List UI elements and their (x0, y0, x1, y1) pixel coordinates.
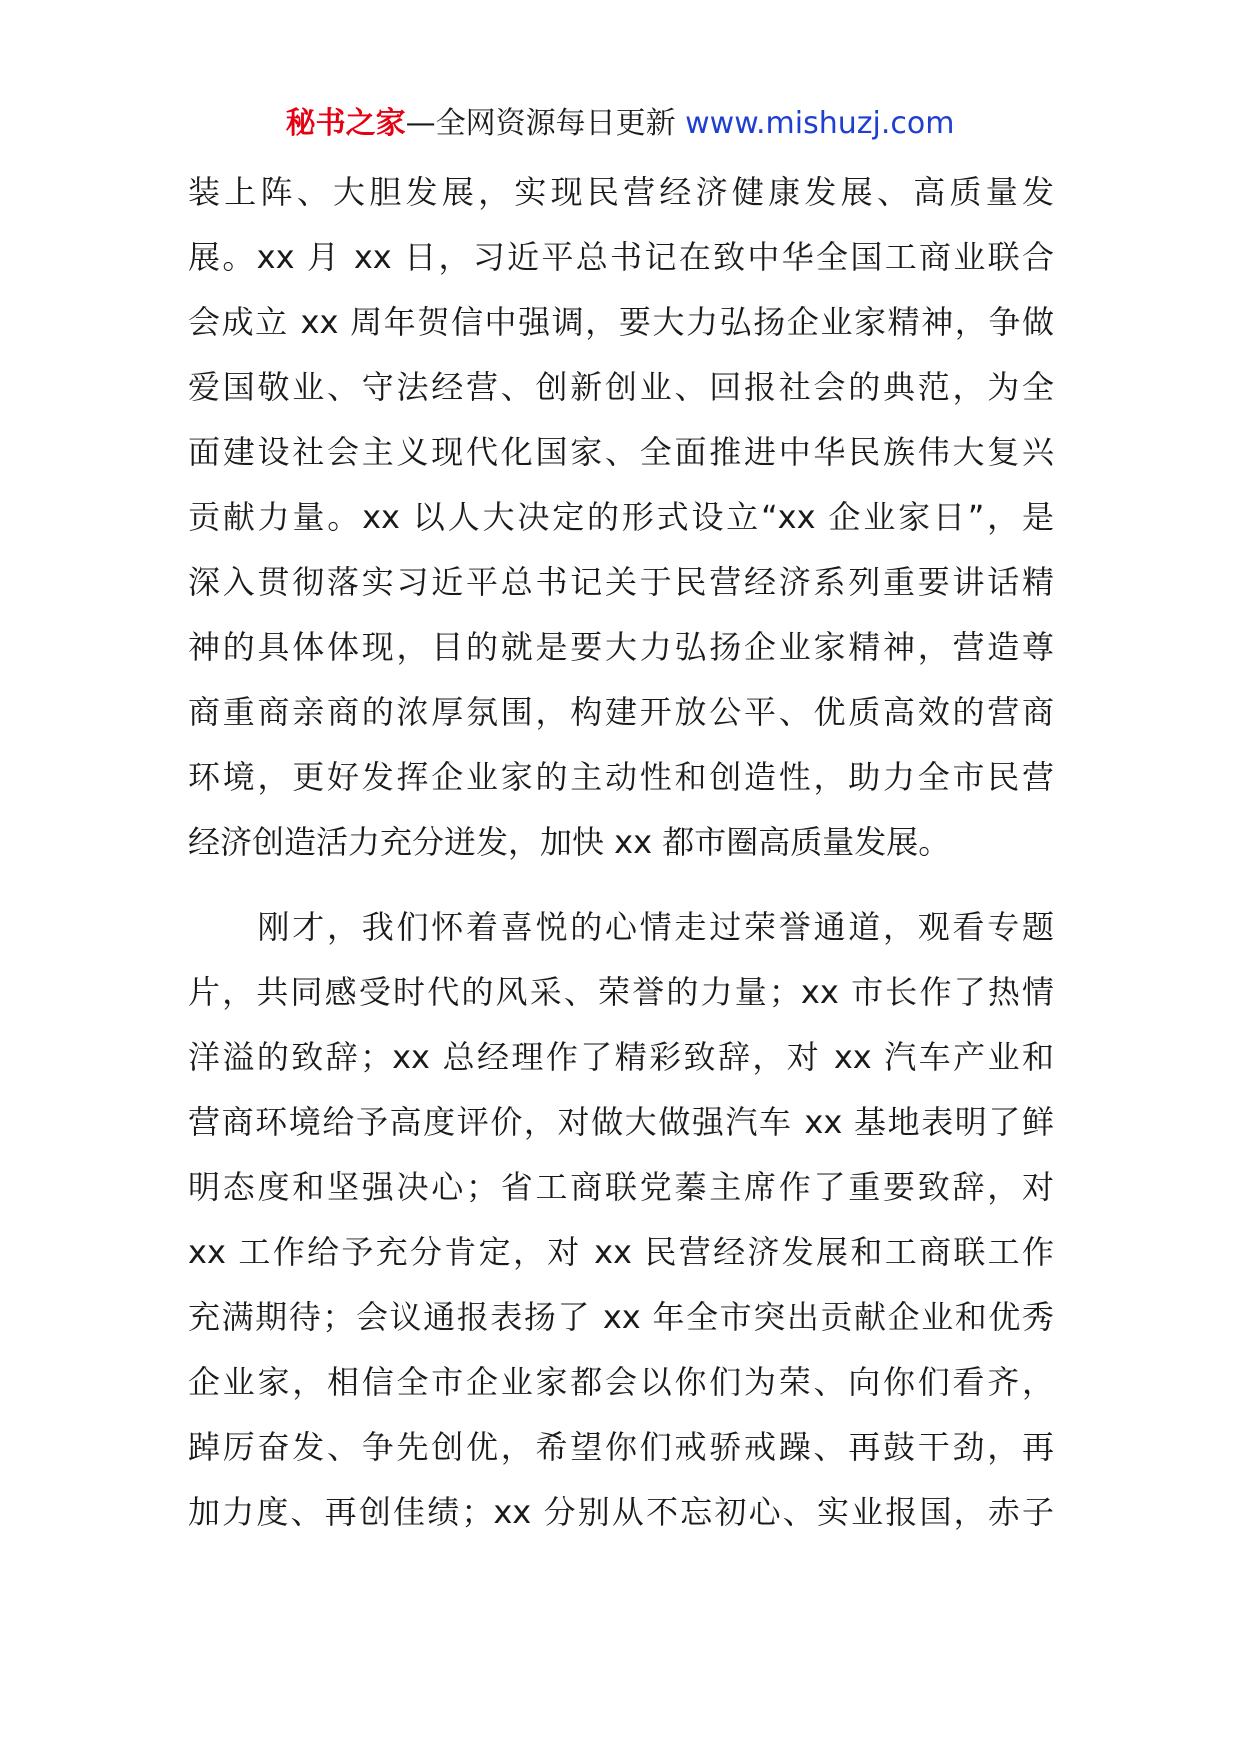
text-line: 展。xx 月 xx 日，习近平总书记在致中华全国工商业联合 (188, 238, 1054, 276)
text-line: 环境，更好发挥企业家的主动性和创造性，助力全市民营 (188, 758, 1054, 796)
text-line: 刚才，我们怀着喜悦的心情走过荣誉通道，观看专题 (188, 908, 1054, 946)
paragraph-spacer (188, 875, 1054, 895)
website-url[interactable]: www.mishuzj.com (685, 106, 955, 141)
paragraph-2 (188, 895, 1054, 1545)
text-line: 营商环境给予高度评价，对做大做强汽车 xx 基地表明了鲜 (188, 1103, 1054, 1141)
paragraph-1 (188, 160, 1054, 875)
text-line: 神的具体体现，目的就是要大力弘扬企业家精神，营造尊 (188, 628, 1054, 666)
text-line: 爱国敬业、守法经营、创新创业、回报社会的典范，为全 (188, 368, 1054, 406)
text-line: 深入贯彻落实习近平总书记关于民营经济系列重要讲话精 (188, 563, 1054, 601)
text-line: 商重商亲商的浓厚氛围，构建开放公平、优质高效的营商 (188, 693, 1054, 731)
text-line: 面建设社会主义现代化国家、全面推进中华民族伟大复兴 (188, 433, 1054, 471)
text-line: 踔厉奋发、争先创优，希望你们戒骄戒躁、再鼓干劲，再 (188, 1428, 1054, 1466)
text-line: 经济创造活力充分迸发，加快 xx 都市圈高质量发展。 (188, 823, 951, 861)
text-line: 片，共同感受时代的风采、荣誉的力量；xx 市长作了热情 (188, 973, 1054, 1011)
text-line: 洋溢的致辞；xx 总经理作了精彩致辞，对 xx 汽车产业和 (188, 1038, 1054, 1076)
brand-name: 秘书之家 (285, 106, 406, 141)
header-slogan: —全网资源每日更新 (405, 106, 676, 141)
text-line: 装上阵、大胆发展，实现民营经济健康发展、高质量发 (188, 173, 1054, 211)
page-header (0, 104, 1240, 144)
text-line: 会成立 xx 周年贺信中强调，要大力弘扬企业家精神，争做 (188, 303, 1054, 341)
text-line: 企业家，相信全市企业家都会以你们为荣、向你们看齐， (188, 1363, 1054, 1401)
text-line: 充满期待；会议通报表扬了 xx 年全市突出贡献企业和优秀 (188, 1298, 1054, 1336)
text-line: 加力度、再创佳绩；xx 分别从不忘初心、实业报国，赤子 (188, 1493, 1054, 1531)
text-line: xx 工作给予充分肯定，对 xx 民营经济发展和工商联工作 (188, 1233, 1054, 1271)
text-line: 贡献力量。xx 以人大决定的形式设立“xx 企业家日”，是 (188, 498, 1054, 536)
document-body (188, 160, 1054, 1545)
text-line: 明态度和坚强决心；省工商联党蓁主席作了重要致辞，对 (188, 1168, 1054, 1206)
